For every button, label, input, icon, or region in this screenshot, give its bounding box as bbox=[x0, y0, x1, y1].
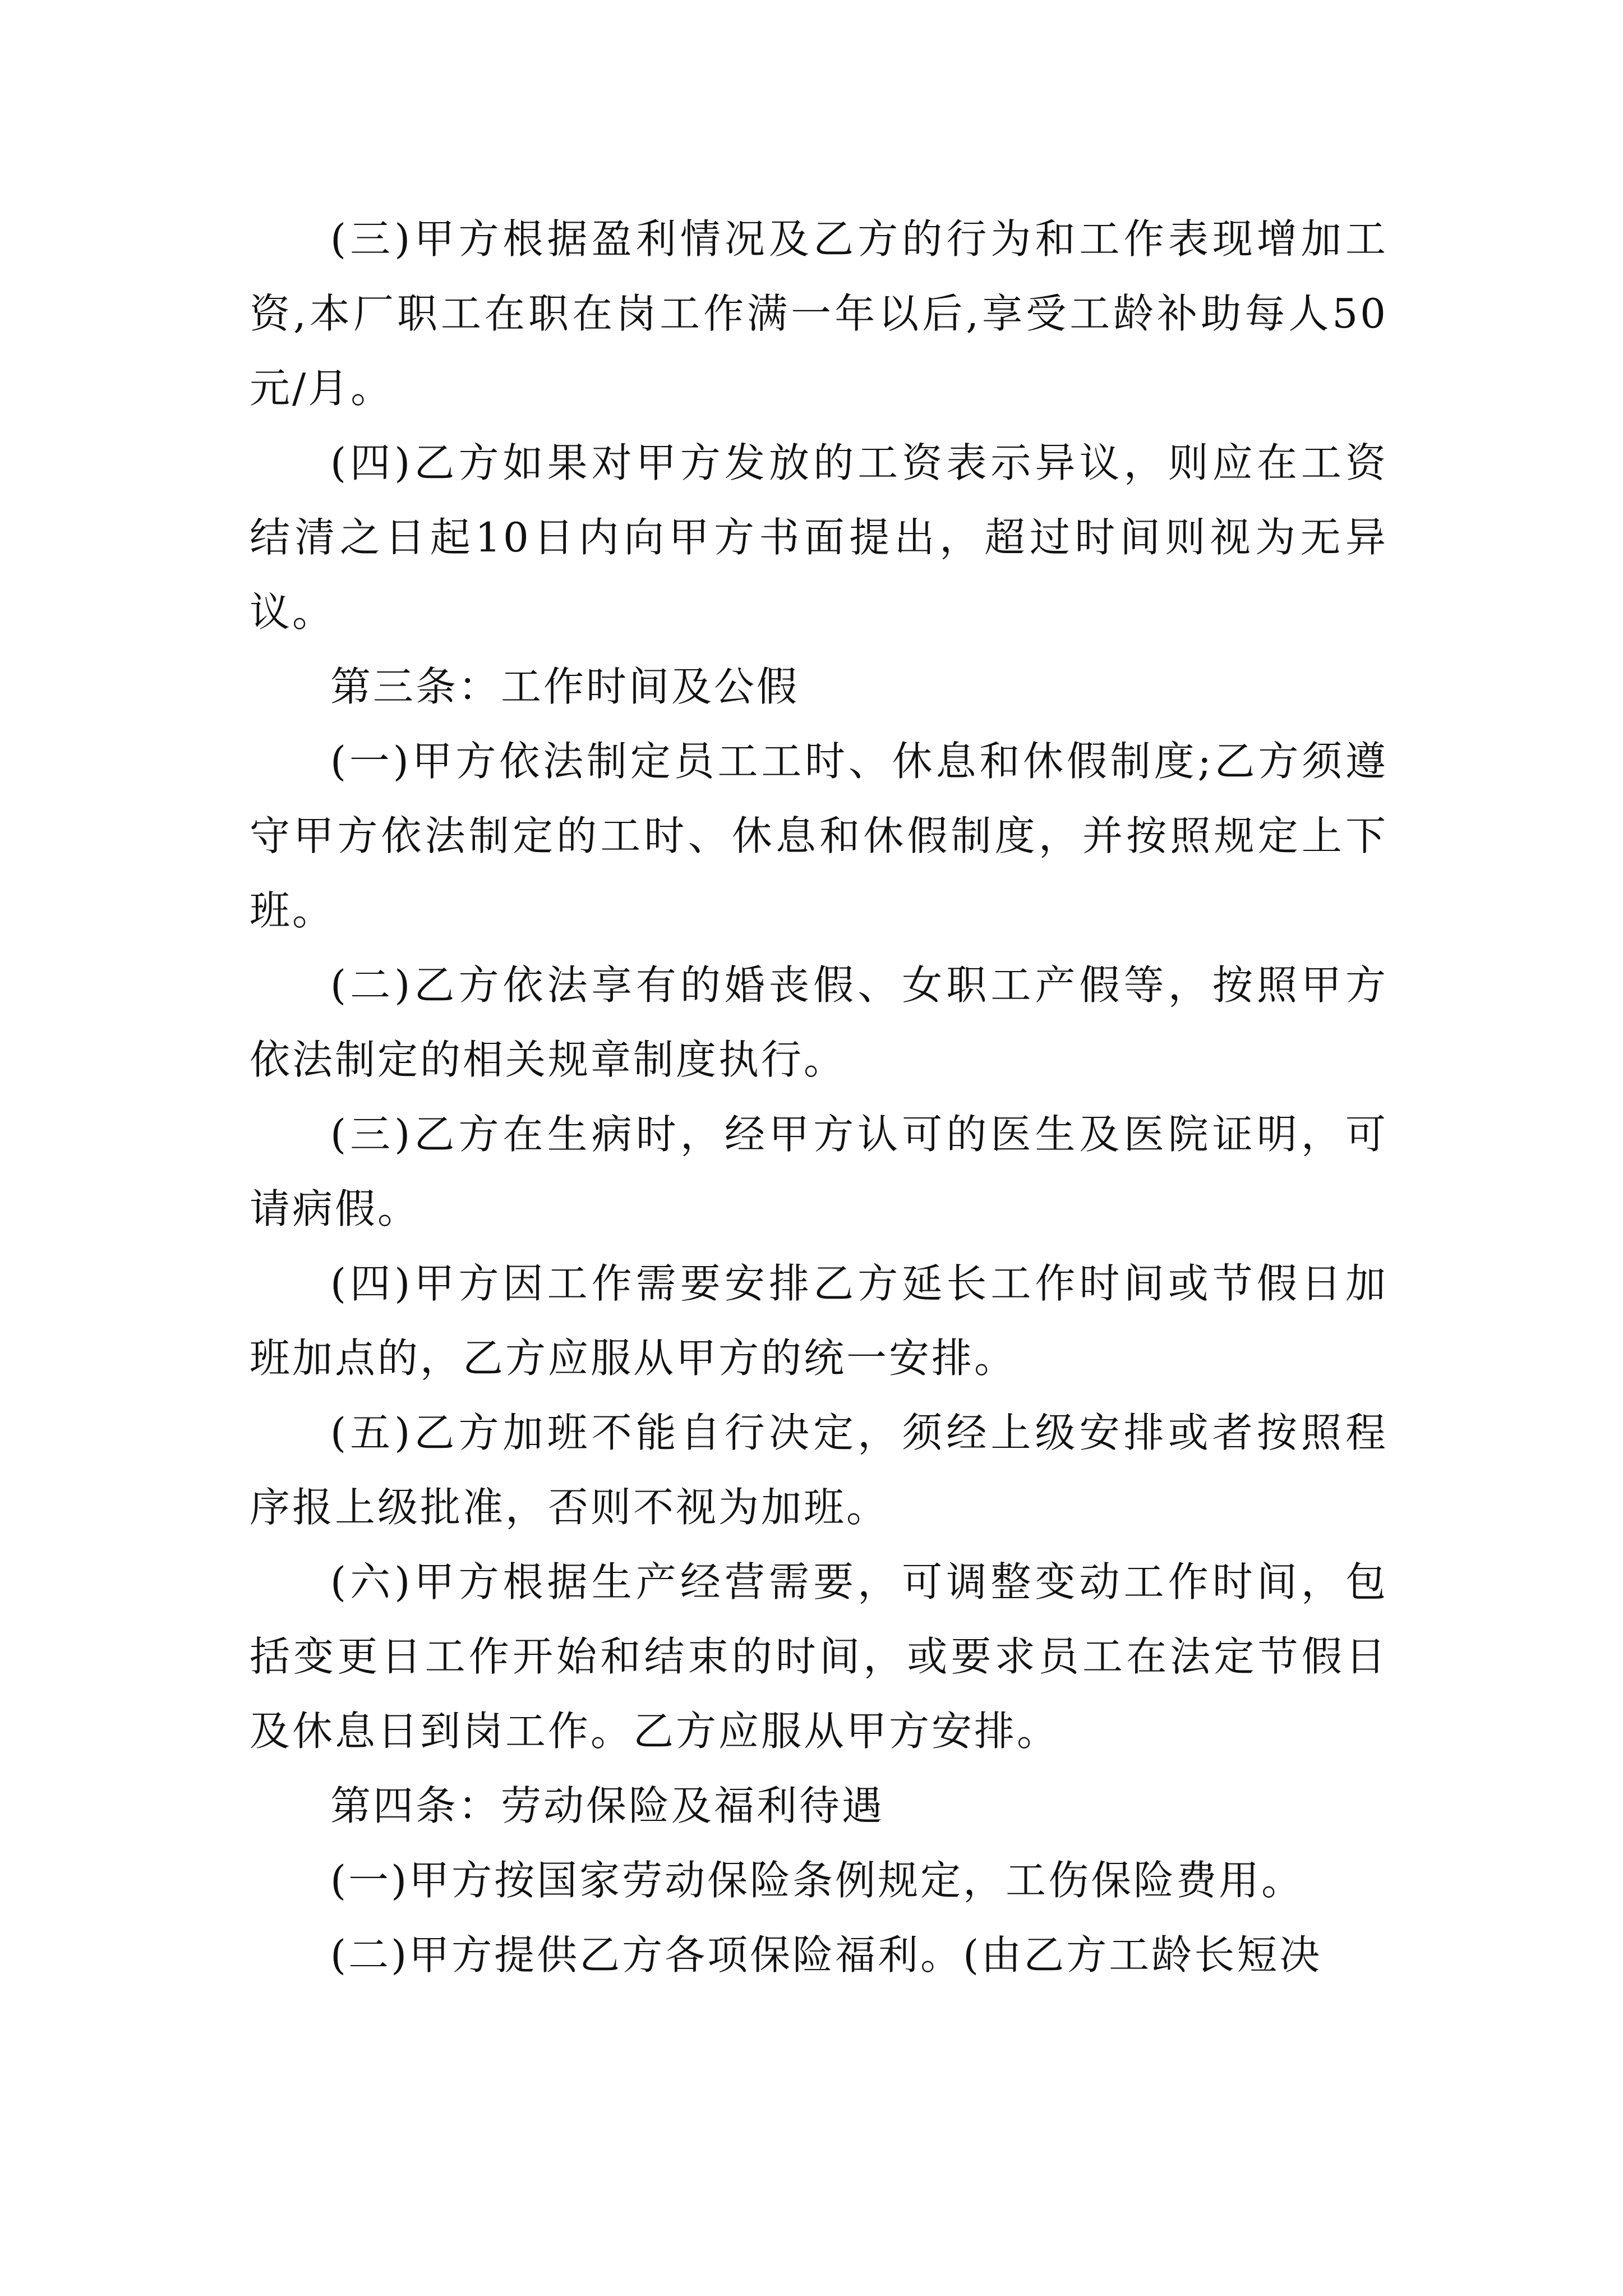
paragraph-injury-insurance: (一)甲方按国家劳动保险条例规定，工伤保险费用。 bbox=[330, 1857, 1304, 1904]
paragraph-overtime-arrangement: (四)甲方因工作需要安排乙方延长工作时间或节假日加班加点的，乙方应服从甲方的统一安排。 bbox=[250, 1260, 1388, 1382]
paragraph-wage-increase: (三)甲方根据盈利情况及乙方的行为和工作表现增加工资,本厂职工在职在岗工作满一年以后,享受工龄补助每人50元/月。 bbox=[250, 215, 1388, 412]
paragraph-work-hours-system: (一)甲方依法制定员工工时、休息和休假制度;乙方须遵守甲方依法制定的工时、休息和休假制度，并按照规定上下班。 bbox=[250, 738, 1388, 934]
paragraph-wage-objection: (四)乙方如果对甲方发放的工资表示异议，则应在工资结清之日起10日内向甲方书面提出，超过时间则视为无异议。 bbox=[250, 439, 1388, 636]
article-3-heading: 第三条：工作时间及公假 bbox=[330, 663, 800, 710]
document-body bbox=[250, 202, 1388, 1993]
article-4-heading: 第四条：劳动保险及福利待遇 bbox=[330, 1782, 885, 1829]
paragraph-schedule-adjustment: (六)甲方根据生产经营需要，可调整变动工作时间，包括变更日工作开始和结束的时间，或要求员工在法定节假日及休息日到岗工作。乙方应服从甲方安排。 bbox=[250, 1558, 1388, 1755]
paragraph-marriage-maternity-leave: (二)乙方依法享有的婚丧假、女职工产假等，按照甲方依法制定的相关规章制度执行。 bbox=[250, 961, 1388, 1083]
paragraph-overtime-approval: (五)乙方加班不能自行决定，须经上级安排或者按照程序报上级批准，否则不视为加班。 bbox=[250, 1409, 1388, 1531]
paragraph-sick-leave: (三)乙方在生病时，经甲方认可的医生及医院证明，可请病假。 bbox=[250, 1111, 1388, 1232]
paragraph-insurance-benefits: (二)甲方提供乙方各项保险福利。(由乙方工龄长短决 bbox=[330, 1931, 1322, 1978]
